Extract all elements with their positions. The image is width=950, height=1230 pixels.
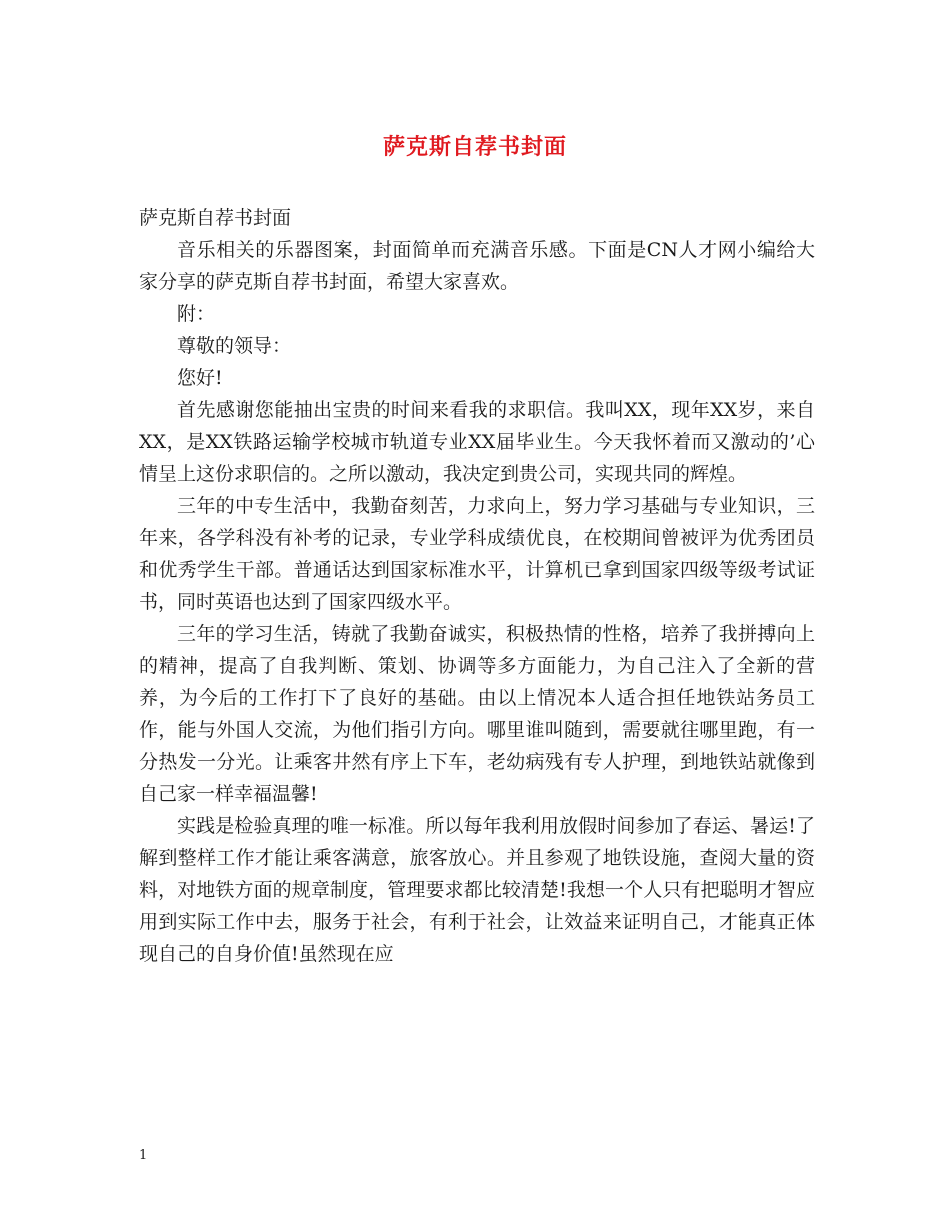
page-number: 1: [139, 1148, 148, 1163]
paragraph: 尊敬的领导：: [177, 335, 292, 357]
document-body: [139, 202, 815, 970]
paragraph: 实践是检验真理的唯一标准。所以每年我利用放假时间参加了春运、暑运!了解到整样工作才能让乘客满意，旅客放心。并且参观了地铁设施，查阅大量的资料，对地铁方面的规章制度，管理要求都比较清楚!我想一个人只有把聪明才智应用到实际工作中去，服务于社会，有利于社会，让效益来证明自己，才能真正体现自己的自身价值!虽然现在应: [139, 815, 815, 965]
paragraph: 三年的中专生活中，我勤奋刻苦，力求向上，努力学习基础与专业知识，三年来，各学科没有补考的记录，专业学科成绩优良，在校期间曾被评为优秀团员和优秀学生干部。普通话达到国家标准水平，计算机已拿到国家四级等级考试证书，同时英语也达到了国家四级水平。: [139, 495, 815, 613]
paragraph: 三年的学习生活，铸就了我勤奋诚实，积极热情的性格，培养了我拼搏向上的精神，提高了自我判断、策划、协调等多方面能力，为自己注入了全新的营养，为今后的工作打下了良好的基础。由以上情况本人适合担任地铁站务员工作，能与外国人交流，为他们指引方向。哪里谁叫随到，需要就往哪里跑，有一分热发一分光。让乘客井然有序上下车，老幼病残有专人护理，到地铁站就像到自己家一样幸福温馨!: [139, 623, 815, 805]
paragraph: 首先感谢您能抽出宝贵的时间来看我的求职信。我叫XX，现年XX岁，来自XX，是XX铁路运输学校城市轨道专业XX届毕业生。今天我怀着而又激动的’心情呈上这份求职信的。之所以激动，我决定到贵公司，实现共同的辉煌。: [139, 399, 815, 485]
document-title: 萨克斯自荐书封面: [382, 134, 567, 160]
paragraph: 萨克斯自荐书封面: [139, 207, 292, 229]
paragraph: 您好!: [177, 367, 223, 389]
paragraph: 附：: [177, 303, 216, 325]
paragraph: 音乐相关的乐器图案，封面简单而充满音乐感。下面是CN人才网小编给大家分享的萨克斯自荐书封面，希望大家喜欢。: [139, 239, 815, 293]
